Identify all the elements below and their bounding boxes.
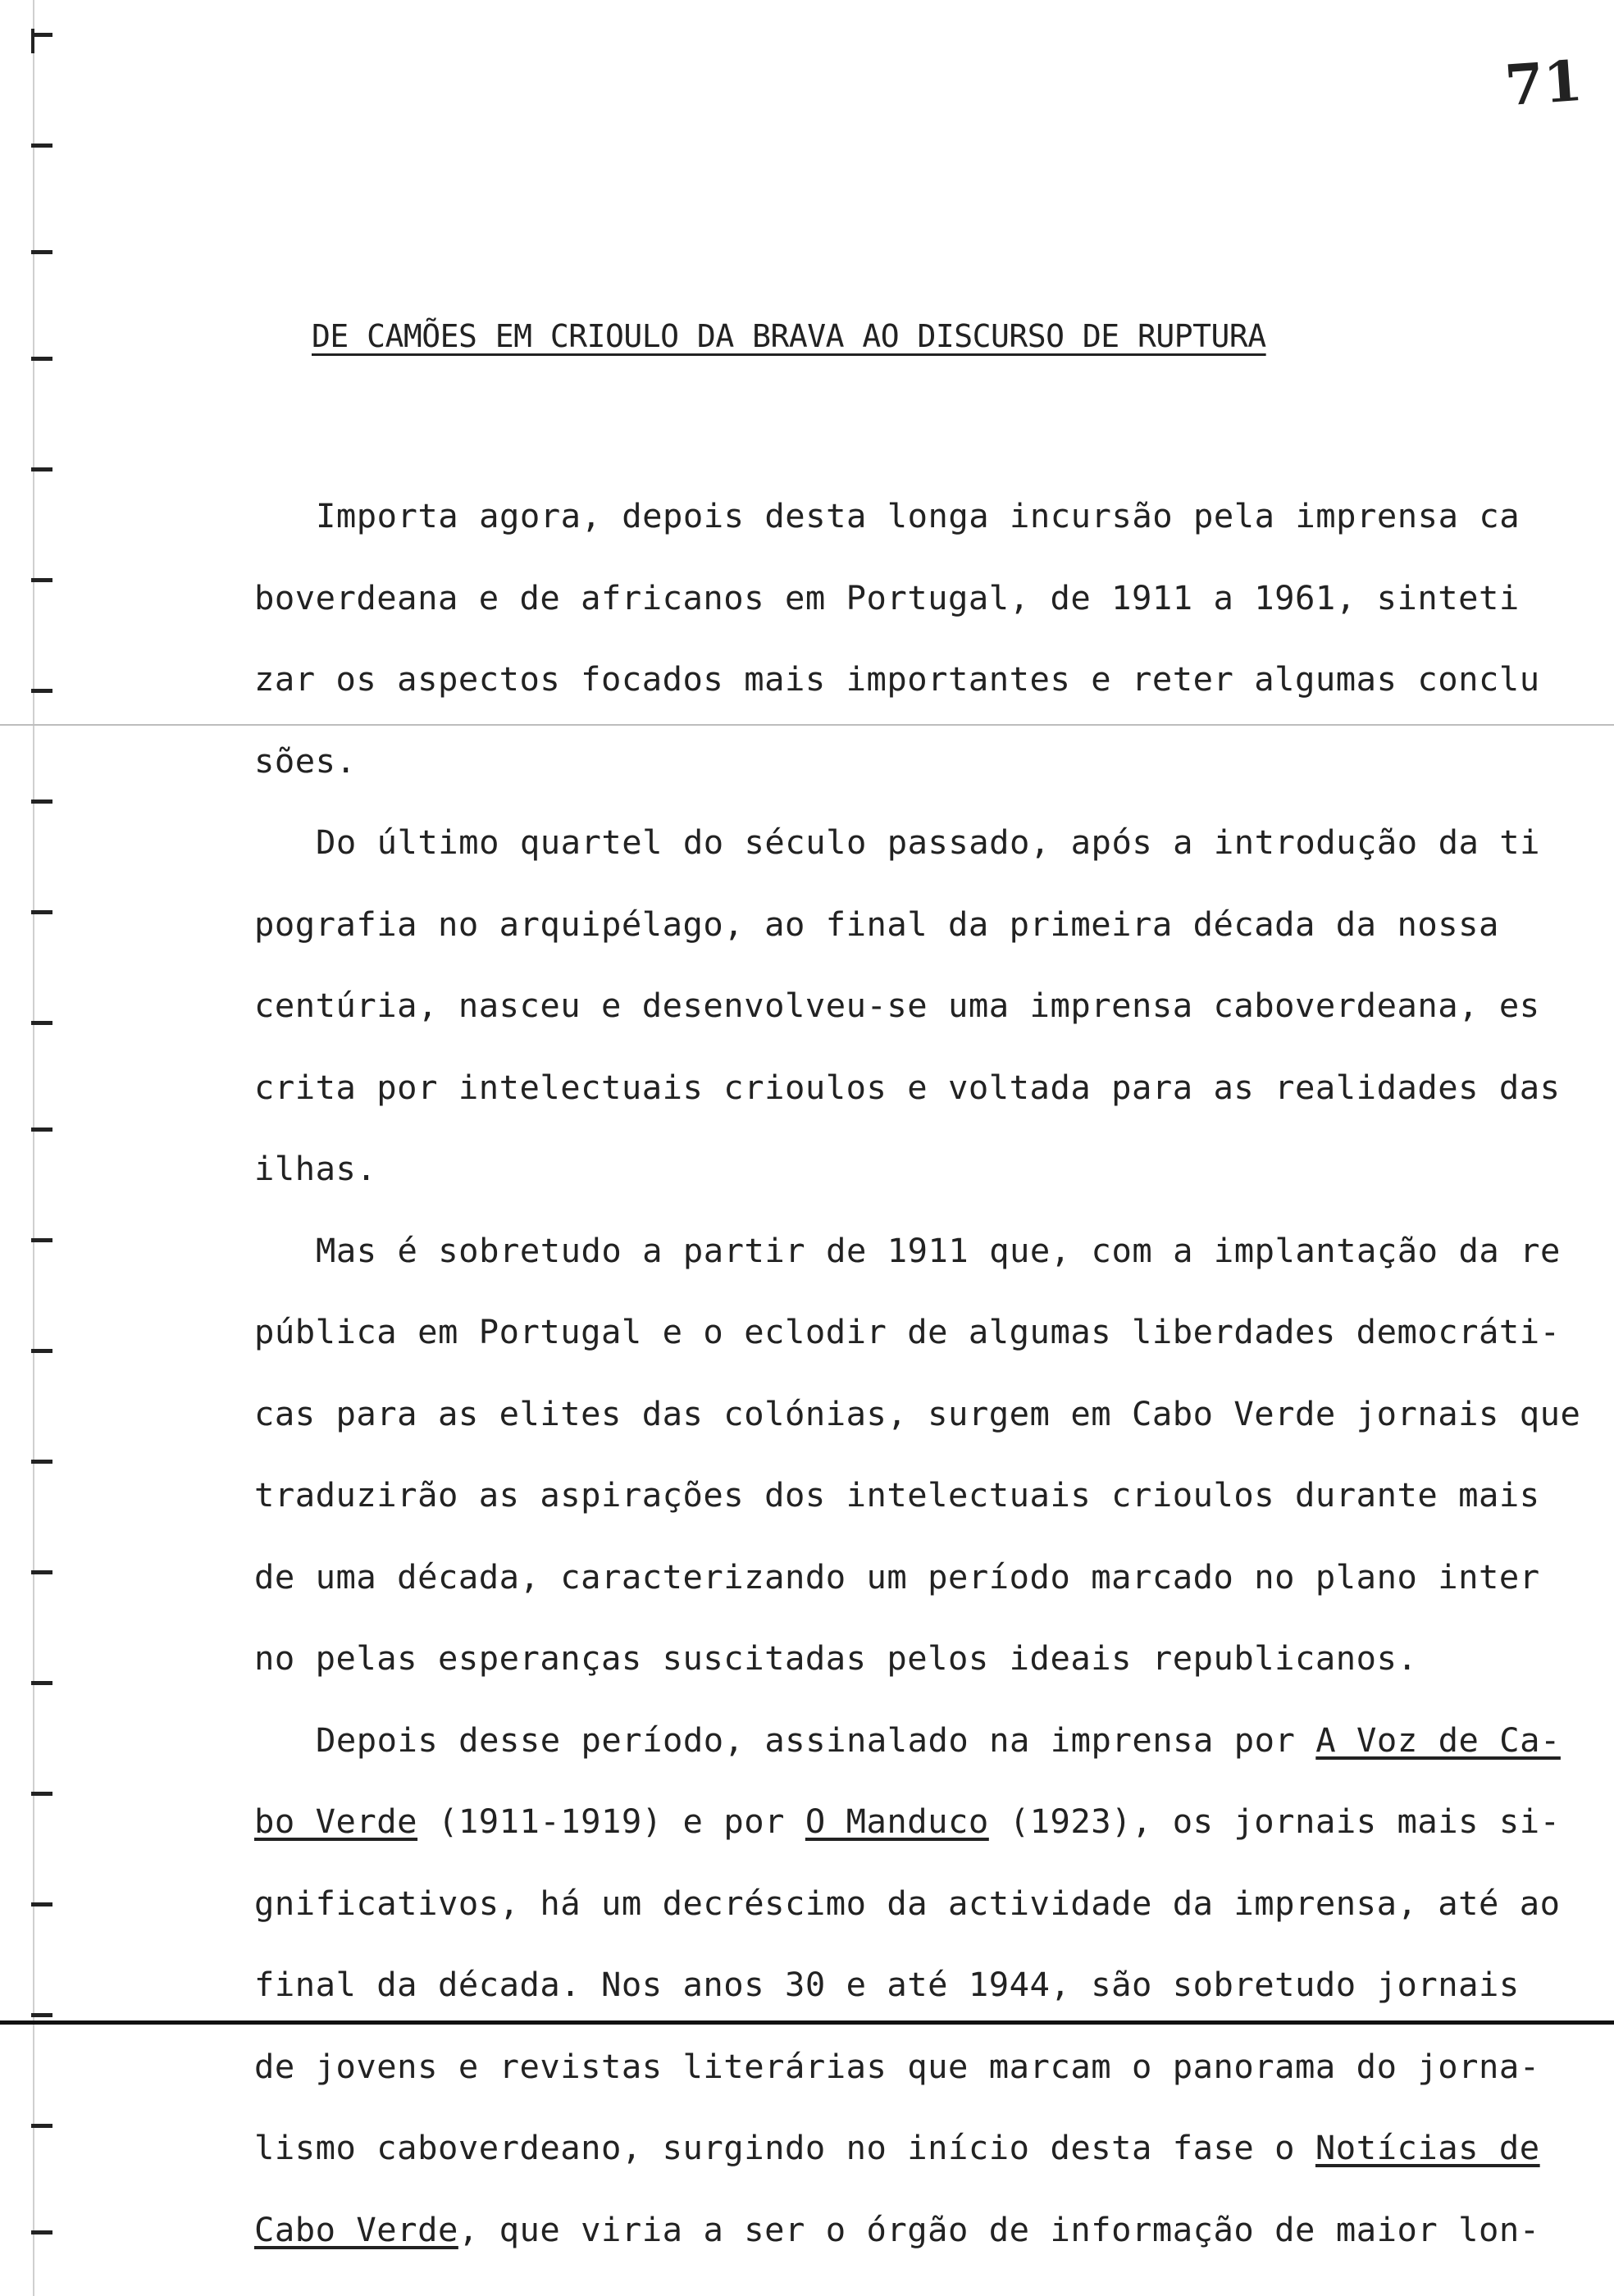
text-line [254, 2107, 1558, 2189]
newspaper-title: bo Verde [254, 1802, 418, 1841]
text-line: Importa agora, depois desta longa incursão pela imprensa ca [316, 496, 1521, 535]
margin-mark [31, 689, 52, 693]
page-number: 71 [1502, 48, 1585, 120]
body-text [254, 476, 1581, 2271]
margin-mark [31, 1128, 52, 1132]
newspaper-title: Notícias de [1315, 2128, 1540, 2167]
text-line: gnificativos, há um decréscimo da actividade da imprensa, até ao [254, 1883, 1561, 1923]
margin-mark [31, 578, 52, 582]
margin-mark [31, 1460, 52, 1464]
text-line: crita por intelectuais crioulos e voltada para as realidades das [254, 1067, 1561, 1107]
margin-mark [31, 250, 52, 254]
text-line: sões. [254, 740, 357, 781]
text-line: ilhas. [254, 1149, 377, 1188]
text-line: pública em Portugal e o eclodir de algumas liberdades democráti- [254, 1312, 1561, 1351]
margin-mark [31, 357, 52, 361]
text-line: de uma década, caracterizando um período marcado no plano inter [254, 1556, 1540, 1597]
paragraph [254, 1210, 1581, 1700]
text-segment: (1923), os jornais mais si- [988, 1802, 1561, 1841]
text-line: traduzirão as aspirações dos intelectuais crioulos durante mais [254, 1475, 1540, 1515]
text-line: cas para as elites das colónias, surgem em Cabo Verde jornais que [254, 1393, 1581, 1433]
text-segment: lismo caboverdeano, surgindo no início desta fase o [254, 2128, 1315, 2167]
text-line: Do último quartel do século passado, após a introdução da ti [316, 822, 1540, 862]
text-segment: (1911-1919) e por [417, 1802, 805, 1841]
paragraph [254, 802, 1561, 1210]
text-segment: , que viria a ser o órgão de informação de maior lon- [458, 2209, 1540, 2249]
newspaper-title: O Manduco [805, 1802, 989, 1841]
margin-mark [31, 1792, 52, 1796]
newspaper-title: Cabo Verde [254, 2209, 458, 2249]
paragraph [254, 1700, 1561, 2271]
text-line: boverdeana e de africanos em Portugal, de 1911 a 1961, sinteti [254, 577, 1520, 617]
text-line [254, 1781, 1561, 1863]
text-line: no pelas esperanças suscitadas pelos ideais republicanos. [254, 1638, 1418, 1678]
text-line: centúria, nasceu e desenvolveu-se uma imprensa caboverdeana, es [254, 986, 1540, 1025]
text-line: de jovens e revistas literárias que marcam o panorama do jorna- [254, 2046, 1540, 2086]
margin-mark [31, 1021, 52, 1025]
chapter-title: DE CAMÕES EM CRIOULO DA BRAVA AO DISCURSO DE RUPTURA [312, 318, 1266, 354]
margin-marks [0, 0, 74, 2296]
text-line [254, 1700, 1561, 1782]
margin-mark [31, 910, 52, 914]
margin-mark [31, 800, 52, 804]
margin-mark [31, 1570, 52, 1574]
text-segment: Depois desse período, assinalado na imprensa por [316, 1720, 1316, 1760]
margin-mark [31, 2124, 52, 2128]
margin-mark [31, 33, 52, 37]
margin-mark [31, 1681, 52, 1685]
margin-mark [31, 1238, 52, 1242]
newspaper-title: A Voz de Ca- [1315, 1720, 1561, 1760]
margin-mark [31, 2013, 52, 2017]
paragraph [254, 476, 1558, 802]
margin-mark [31, 144, 52, 148]
margin-mark [31, 1902, 52, 1906]
text-line: final da década. Nos anos 30 e até 1944, são sobretudo jornais [254, 1965, 1520, 2004]
text-line [254, 2189, 1558, 2271]
text-line: pografia no arquipélago, ao final da primeira década da nossa [254, 904, 1499, 944]
margin-mark [31, 2230, 52, 2234]
margin-mark [31, 467, 52, 472]
margin-mark [31, 1349, 52, 1353]
text-line: Mas é sobretudo a partir de 1911 que, com a implantação da re [316, 1230, 1561, 1270]
text-line: zar os aspectos focados mais importantes e reter algumas conclu [254, 659, 1540, 699]
